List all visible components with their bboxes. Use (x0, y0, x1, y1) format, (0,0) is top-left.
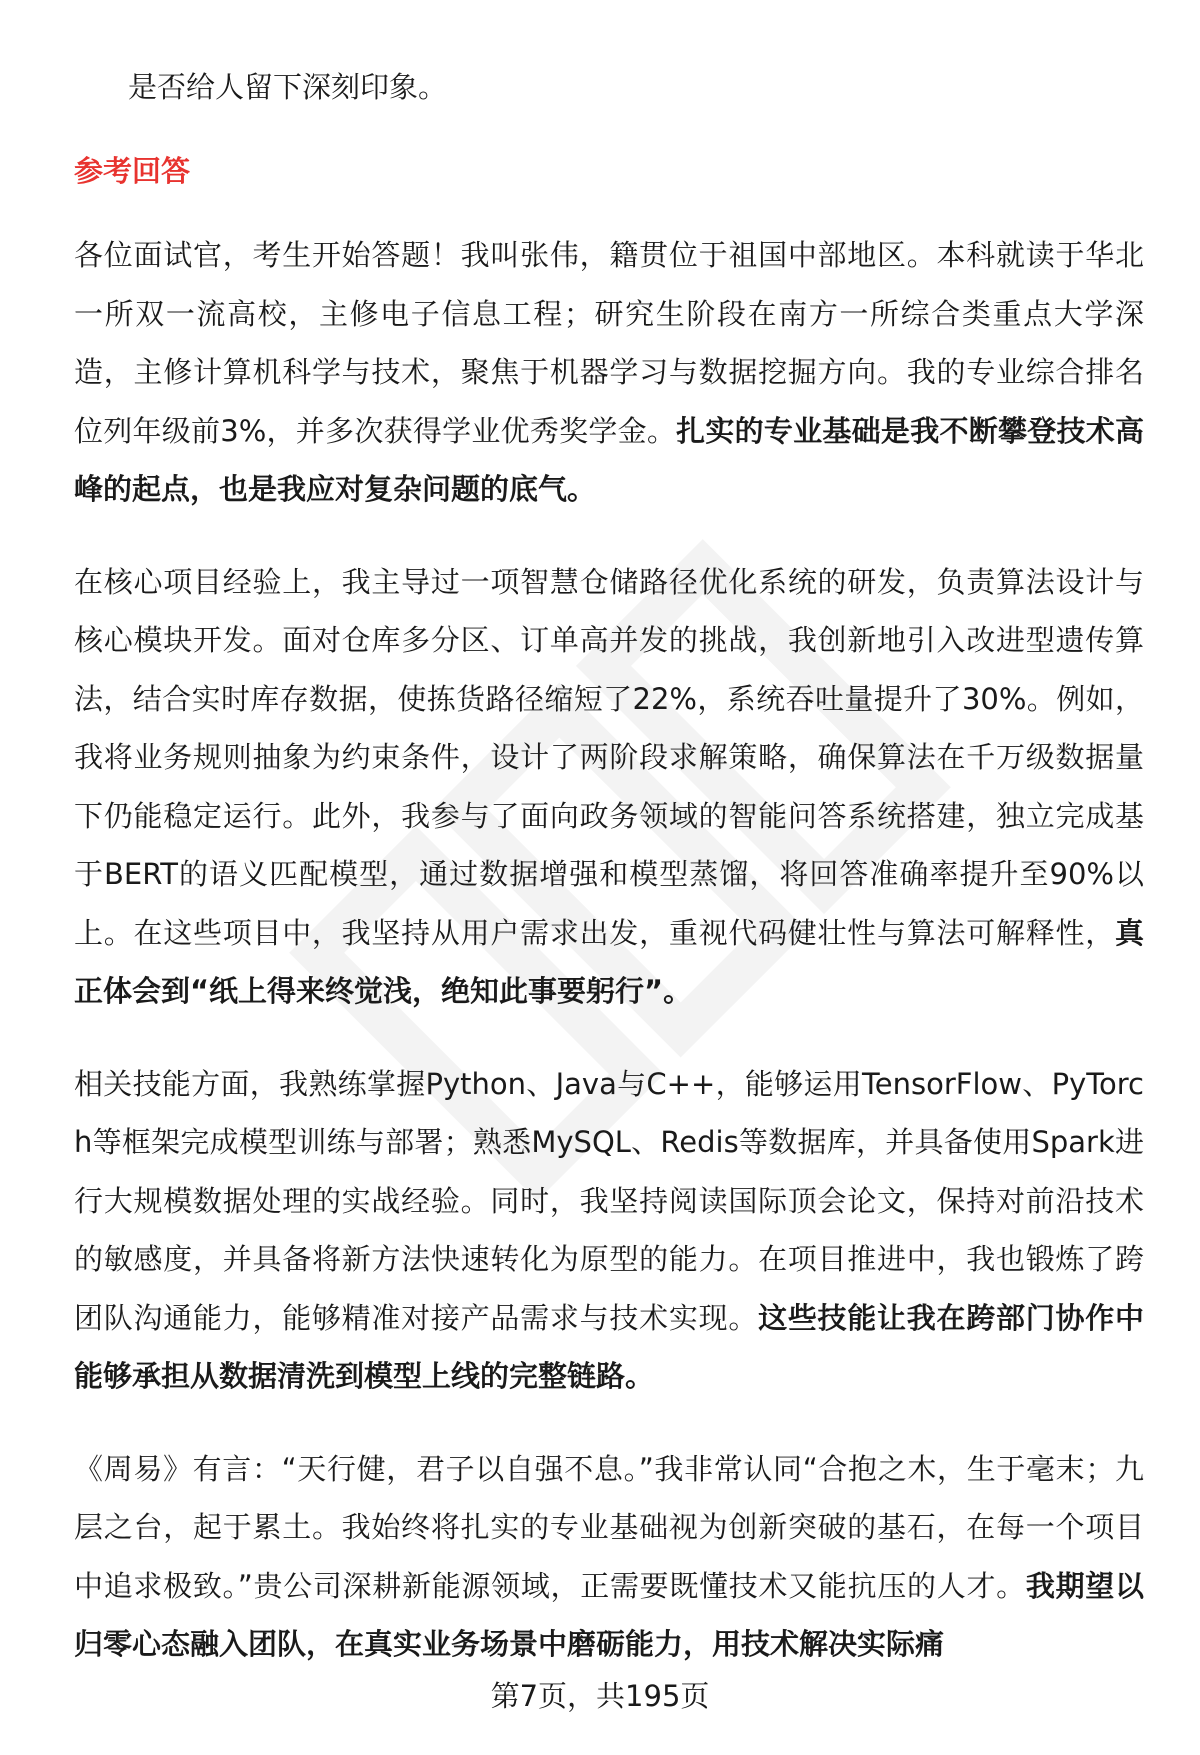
paragraph-3 (74, 1055, 1144, 1406)
paragraph-2-bold: 真正体会到“纸上得来终觉浅，绝知此事要躬行”。 (74, 915, 1144, 1008)
paragraph-3-bold: 这些技能让我在跨部门协作中能够承担从数据清洗到模型上线的完整链路。 (74, 1300, 1144, 1393)
paragraph-4-text: 《周易》有言：“天行健，君子以自强不息。”我非常认同“合抱之木，生于毫末；九层之台，起于累土。我始终将扎实的专业基础视为创新突破的基石，在每一个项目中追求极致。”贵公司深耕新能源领域，正需要既懂技术又能抗压的人才。 (74, 1451, 1144, 1603)
paragraph-1-bold: 扎实的专业基础是我不断攀登技术高峰的起点，也是我应对复杂问题的底气。 (74, 413, 1144, 506)
paragraph-1-text: 各位面试官，考生开始答题！我叫张伟，籍贯位于祖国中部地区。本科就读于华北一所双一流高校，主修电子信息工程；研究生阶段在南方一所综合类重点大学深造，主修计算机科学与技术，聚焦于机器学习与数据挖掘方向。我的专业综合排名位列年级前3%，并多次获得学业优秀奖学金。 (74, 238, 1144, 448)
page-number: 第7页，共195页 (490, 1679, 710, 1713)
paragraph-1 (74, 226, 1144, 519)
paragraph-2 (74, 553, 1144, 1021)
section-heading: 参考回答 (74, 154, 191, 188)
intro-line: 是否给人留下深刻印象。 (128, 70, 448, 104)
paragraph-4-bold: 我期望以归零心态融入团队，在真实业务场景中磨砺能力，用技术解决实际痛 (74, 1568, 1144, 1661)
paragraph-4 (74, 1440, 1144, 1674)
document-content (74, 58, 1144, 1708)
paragraph-3-text: 相关技能方面，我熟练掌握Python、Java与C++，能够运用TensorFlow、PyTorch等框架完成模型训练与部署；熟悉MySQL、Redis等数据库，并具备使用Spark进行大规模数据处理的实战经验。同时，我坚持阅读国际顶会论文，保持对前沿技术的敏感度，并具备将新方法快速转化为原型的能力。在项目推进中，我也锻炼了跨团队沟通能力，能够精准对接产品需求与技术实现。 (74, 1066, 1144, 1335)
paragraph-2-text: 在核心项目经验上，我主导过一项智慧仓储路径优化系统的研发，负责算法设计与核心模块开发。面对仓库多分区、订单高并发的挑战，我创新地引入改进型遗传算法，结合实时库存数据，使拣货路径缩短了22%，系统吞吐量提升了30%。例如，我将业务规则抽象为约束条件，设计了两阶段求解策略，确保算法在千万级数据量下仍能稳定运行。此外，我参与了面向政务领域的智能问答系统搭建，独立完成基于BERT的语义匹配模型，通过数据增强和模型蒸馏，将回答准确率提升至90%以上。在这些项目中，我坚持从用户需求出发，重视代码健壮性与算法可解释性， (74, 564, 1144, 950)
